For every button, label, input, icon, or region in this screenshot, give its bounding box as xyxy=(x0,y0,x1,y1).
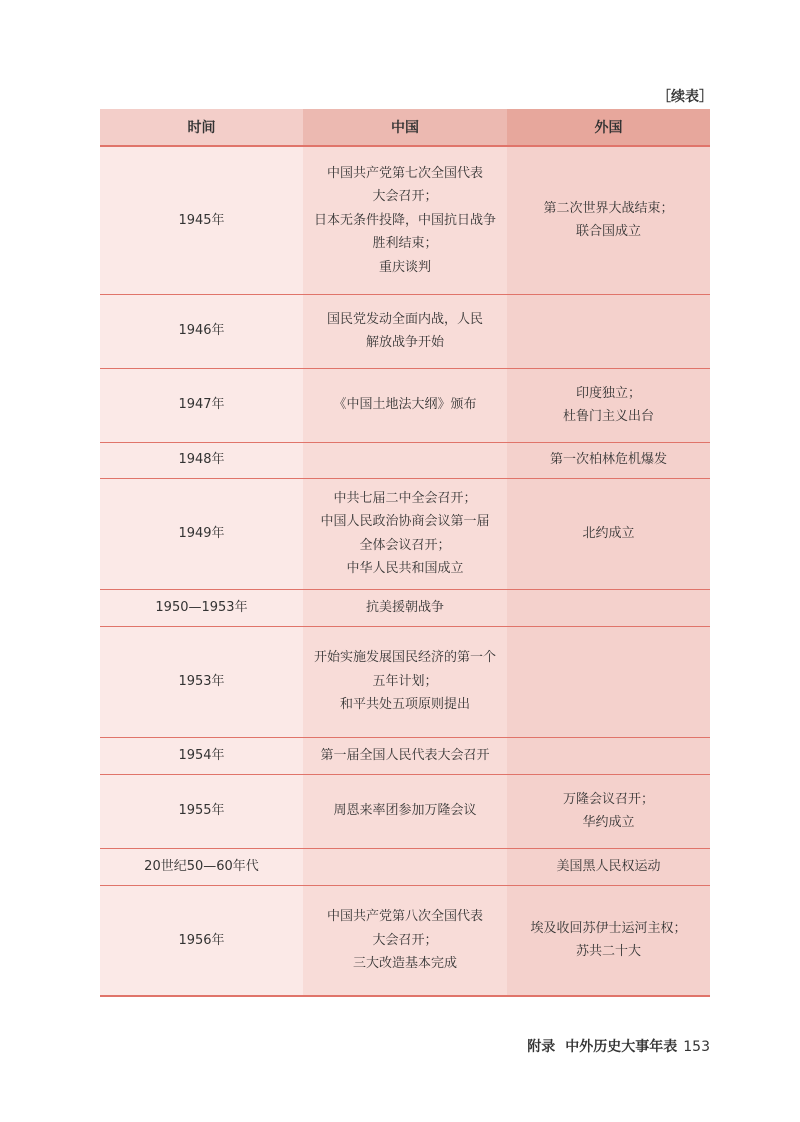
cell-line: 印度独立； xyxy=(575,385,641,401)
cell-time: 1956年 xyxy=(100,885,303,996)
cell-line: 抗美援朝战争 xyxy=(365,599,444,615)
cell-world xyxy=(507,368,710,442)
cell-china xyxy=(303,848,507,885)
cell-line: 大会召开； xyxy=(372,189,438,204)
page-footer xyxy=(527,1036,710,1056)
table-row xyxy=(100,589,710,626)
table-row xyxy=(100,774,710,848)
cell-line: 和平共处五项原则提出 xyxy=(339,697,470,713)
cell-line: 中华人民共和国成立 xyxy=(346,561,464,576)
cell-world xyxy=(507,146,710,294)
cell-line: 美国黑人民权运动 xyxy=(556,858,661,874)
cell-time: 1945年 xyxy=(100,146,303,294)
cell-line: 中国共产党第八次全国代表 xyxy=(326,909,483,924)
cell-world xyxy=(507,589,710,626)
cell-line: 第一次柏林危机爆发 xyxy=(549,452,667,468)
header-world: 外国 xyxy=(507,109,710,146)
table-row xyxy=(100,368,710,442)
cell-china xyxy=(303,774,507,848)
cell-time: 1948年 xyxy=(100,442,303,478)
cell-world xyxy=(507,774,710,848)
footer-title: 中外历史大事年表 xyxy=(565,1039,678,1055)
header-china: 中国 xyxy=(303,109,507,146)
cell-line: 第一届全国人民代表大会召开 xyxy=(320,747,490,763)
cell-time: 20世纪50—60年代 xyxy=(100,848,303,885)
cell-line: 苏共二十大 xyxy=(575,944,641,960)
table-row xyxy=(100,294,710,368)
continued-label: ［续表］ xyxy=(657,89,713,105)
cell-world xyxy=(507,478,710,589)
cell-china xyxy=(303,146,507,294)
page-number: 153 xyxy=(683,1039,710,1055)
cell-time: 1954年 xyxy=(100,737,303,774)
cell-world xyxy=(507,885,710,996)
cell-time: 1953年 xyxy=(100,626,303,737)
cell-line: 中共七届二中全会召开； xyxy=(333,490,477,506)
cell-line: 五年计划； xyxy=(372,673,438,689)
chronology-table xyxy=(100,109,710,997)
cell-line: 第二次世界大战结束； xyxy=(543,200,674,216)
cell-line: 埃及收回苏伊士运河主权； xyxy=(530,920,687,936)
cell-world xyxy=(507,848,710,885)
cell-china xyxy=(303,368,507,442)
cell-line: 万隆会议召开； xyxy=(562,791,654,807)
cell-china xyxy=(303,294,507,368)
table-row xyxy=(100,885,710,996)
cell-line: 联合国成立 xyxy=(575,224,641,240)
cell-china xyxy=(303,589,507,626)
cell-china xyxy=(303,885,507,996)
cell-line: 国民党发动全面内战，人民 xyxy=(326,311,483,327)
table-row xyxy=(100,442,710,478)
table-row xyxy=(100,848,710,885)
cell-line: 中国共产党第七次全国代表 xyxy=(326,165,483,181)
cell-world xyxy=(507,294,710,368)
cell-line: 三大改造基本完成 xyxy=(352,956,457,971)
cell-line: 杜鲁门主义出台 xyxy=(562,409,654,424)
table-header-row xyxy=(100,109,710,146)
cell-line: 全体会议召开； xyxy=(359,537,451,553)
cell-china xyxy=(303,737,507,774)
cell-world xyxy=(507,442,710,478)
footer-section: 附录 xyxy=(527,1039,556,1055)
table-row xyxy=(100,478,710,589)
cell-time: 1950—1953年 xyxy=(100,589,303,626)
cell-time: 1946年 xyxy=(100,294,303,368)
cell-line: 胜利结束； xyxy=(372,236,438,251)
cell-line: 大会召开； xyxy=(372,932,438,948)
cell-line: 日本无条件投降，中国抗日战争 xyxy=(313,212,496,228)
cell-china xyxy=(303,442,507,478)
header-time: 时间 xyxy=(100,109,303,146)
cell-line: 开始实施发展国民经济的第一个 xyxy=(313,650,496,666)
cell-world xyxy=(507,626,710,737)
table-row xyxy=(100,626,710,737)
cell-china xyxy=(303,478,507,589)
cell-line: 周恩来率团参加万隆会议 xyxy=(333,803,477,819)
cell-time: 1947年 xyxy=(100,368,303,442)
cell-line: 重庆谈判 xyxy=(378,259,431,275)
cell-line: 解放战争开始 xyxy=(365,335,444,350)
cell-line: 华约成立 xyxy=(582,815,635,830)
cell-china xyxy=(303,626,507,737)
cell-line: 中国人民政治协商会议第一届 xyxy=(320,514,490,529)
cell-time: 1949年 xyxy=(100,478,303,589)
cell-time: 1955年 xyxy=(100,774,303,848)
cell-world xyxy=(507,737,710,774)
table-row xyxy=(100,146,710,294)
cell-line: 《中国土地法大纲》颁布 xyxy=(333,397,477,413)
table-row xyxy=(100,737,710,774)
cell-line: 北约成立 xyxy=(582,525,635,541)
